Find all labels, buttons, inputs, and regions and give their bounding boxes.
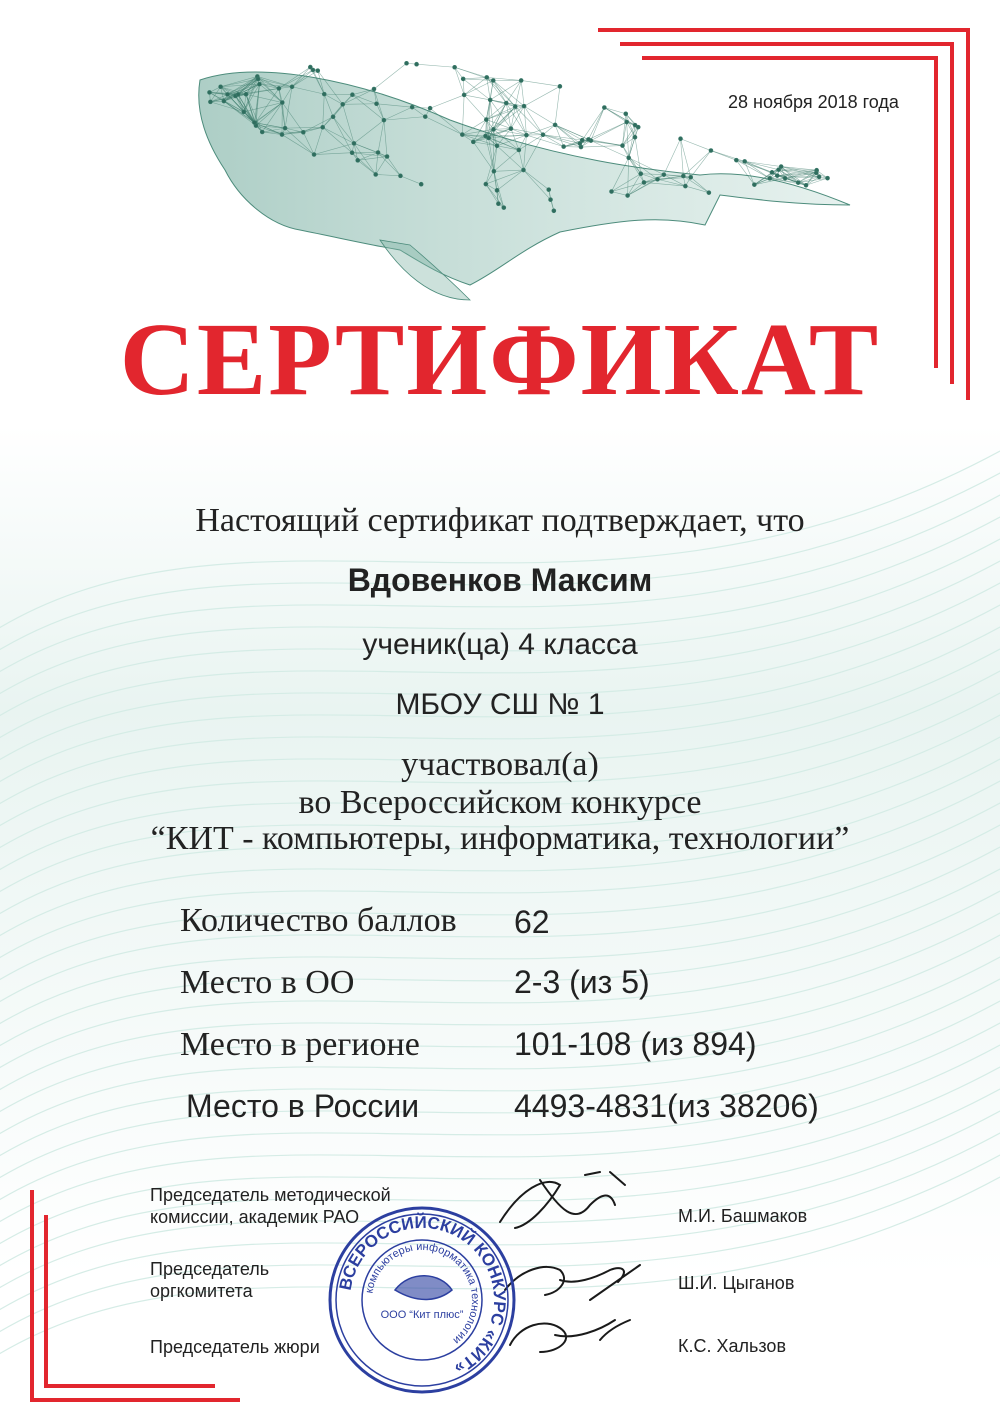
school-name: МБОУ СШ № 1 [395, 688, 605, 721]
signatory-name-1: М.И. Башмаков [678, 1206, 808, 1226]
signatory-name-2: Ш.И. Цыганов [678, 1273, 795, 1293]
result-value-score: 62 [514, 904, 550, 940]
result-value-school-place: 2-3 (из 5) [514, 964, 650, 1000]
signatory-name-3: К.С. Хальзов [678, 1336, 787, 1356]
issue-date: 28 ноября 2018 года [728, 92, 899, 112]
student-name: Вдовенков Максим [347, 562, 653, 598]
stamp-center-text: ООО “Кит плюс” [380, 1309, 464, 1321]
contest-line: во Всероссийском конкурсе [298, 784, 702, 821]
student-grade: ученик(ца) 4 класса [362, 628, 638, 661]
result-label-score: Количество баллов [180, 902, 457, 939]
stamp-logo-icon [395, 1276, 452, 1300]
stamp-outer-text: ВСЕРОССИЙСКИЙ КОНКУРС «КИТ» [335, 1212, 510, 1379]
participated-text: участвовал(а) [401, 746, 599, 783]
result-label-school-place: Место в ОО [180, 964, 355, 1001]
result-value-russia-place: 4493-4831(из 38206) [514, 1088, 819, 1124]
signatory-role-1: Председатель методической комиссии, академик РАО [150, 1185, 391, 1227]
stamp-inner-text: компьютеры информатика технологии [363, 1240, 482, 1347]
signatory-role-2: Председатель оргкомитета [150, 1259, 270, 1301]
result-label-russia-place: Место в России [186, 1088, 420, 1124]
intro-text: Настоящий сертификат подтверждает, что [195, 502, 805, 539]
result-value-region-place: 101-108 (из 894) [514, 1026, 757, 1062]
signatory-role-3: Председатель жюри [150, 1337, 320, 1357]
result-label-region-place: Место в регионе [180, 1026, 420, 1063]
contest-name: “КИТ - компьютеры, информатика, технологии” [150, 820, 850, 857]
certificate-title: СЕРТИФИКАТ [119, 302, 881, 417]
